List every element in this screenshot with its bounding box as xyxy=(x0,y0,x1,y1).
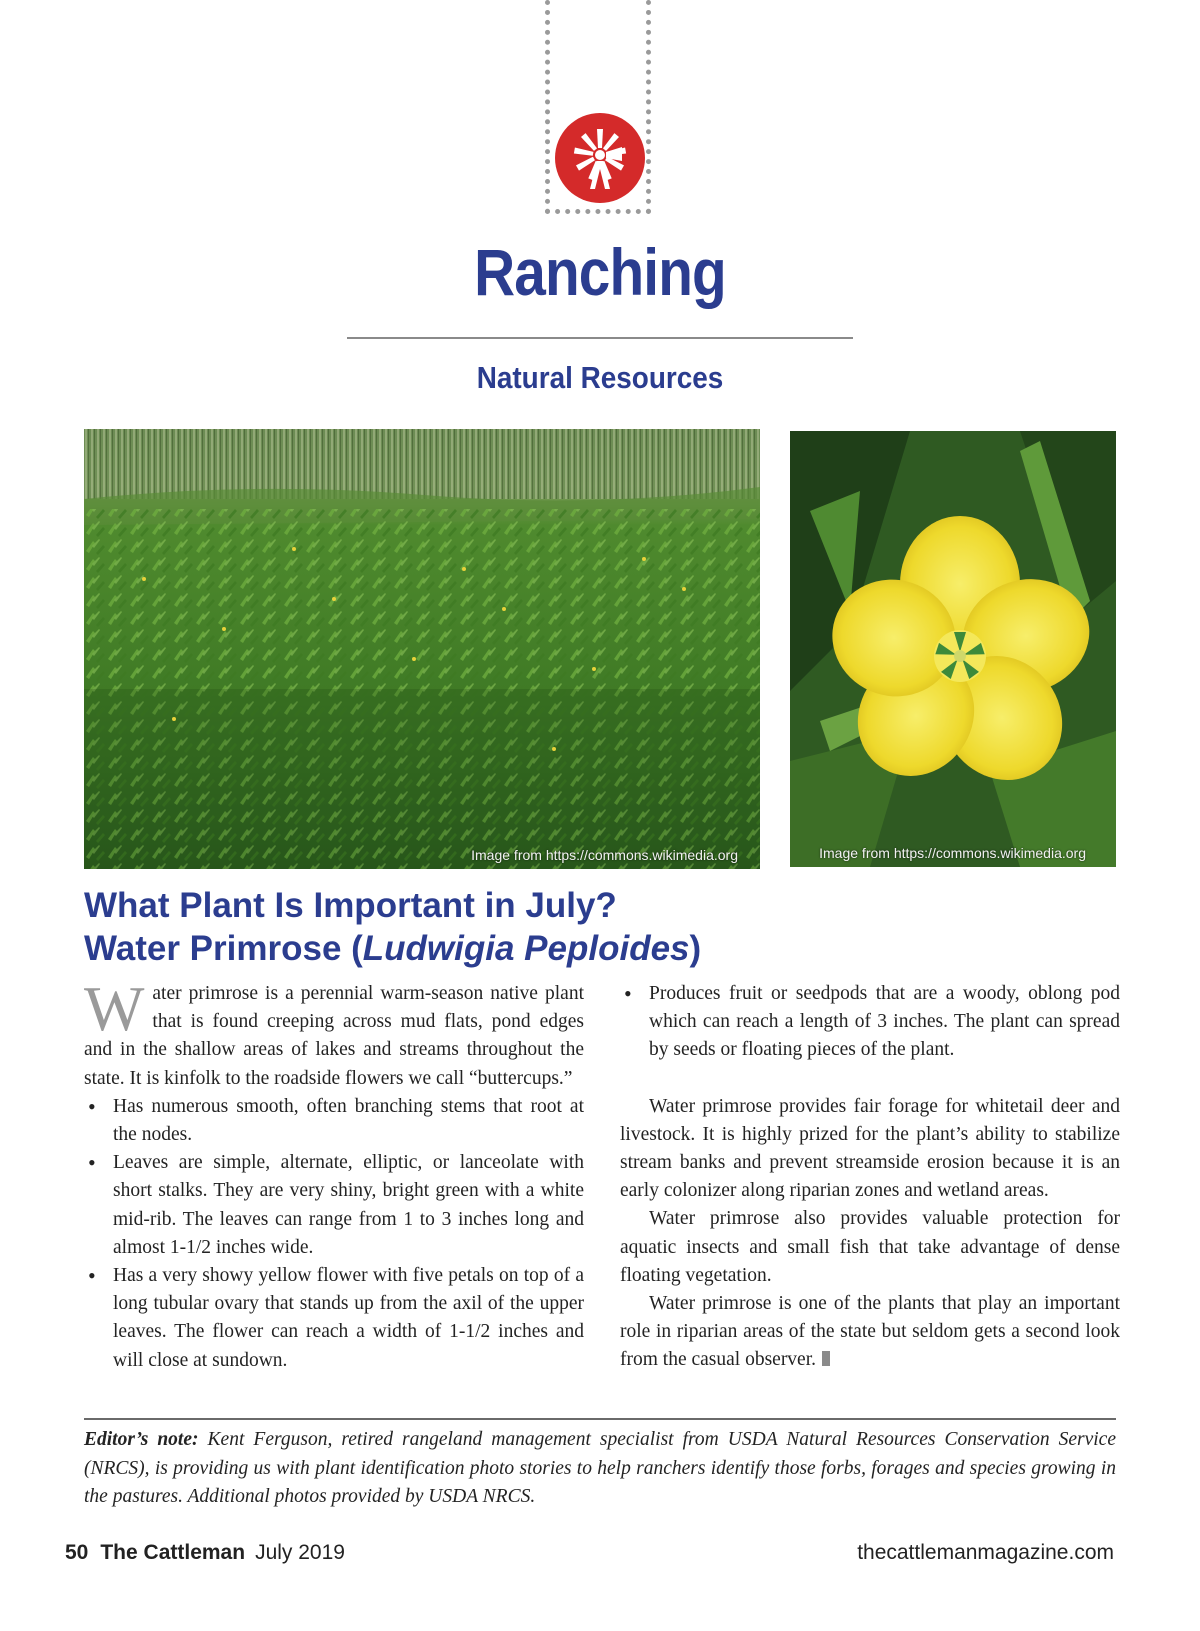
list-item: • Has numerous smooth, often branching stems that root at the nodes. xyxy=(84,1093,584,1149)
article-column-left xyxy=(84,973,584,1375)
drop-cap: W xyxy=(84,973,145,1044)
flower-photo xyxy=(790,431,1116,867)
editor-note xyxy=(84,1426,1116,1512)
feature-list-continued xyxy=(620,980,1120,1065)
paragraph-gap xyxy=(620,1065,1120,1093)
field-photo xyxy=(84,429,760,869)
feature-list xyxy=(84,1093,584,1375)
headline-line-2-prefix: Water Primrose ( xyxy=(84,929,363,968)
intro-text: ater primrose is a perennial warm-season native plant that is found creeping across mud flats, pond edges and in the shallow areas of lakes and streams throughout the state. It is kinfolk to the roadside flowers we call “buttercups.” xyxy=(84,983,584,1089)
editor-note-text: Kent Ferguson, retired rangeland management specialist from USDA Natural Resources Conservation Service (NRCS), is providing us with plant identification photo stories to help ranchers identify those forbs, forages and species growing in the pastures. Additional photos provided by USDA NRCS. xyxy=(84,1429,1116,1507)
body-paragraph: Water primrose also provides valuable protection for aquatic insects and small fish that take advantage of dense floating vegetation. xyxy=(620,1208,1120,1286)
footer-left xyxy=(65,1541,345,1565)
windmill-icon xyxy=(555,113,645,203)
note-divider xyxy=(84,1418,1116,1420)
photo-credit: Image from https://commons.wikimedia.org xyxy=(471,847,738,863)
editor-note-label: Editor’s note: xyxy=(84,1429,199,1450)
end-mark xyxy=(822,1351,830,1366)
closing-text: Water primrose is one of the plants that play an important role in riparian areas of the state but seldom gets a second look from the casual observer. xyxy=(620,1293,1120,1371)
headline-line-1: What Plant Is Important in July? xyxy=(84,886,617,925)
list-item: • Produces fruit or seedpods that are a woody, oblong pod which can reach a length of 3 inches. The plant can spread by seeds or floating pieces of the plant. xyxy=(620,980,1120,1065)
list-item: • Leaves are simple, alternate, elliptic, or lanceolate with short stalks. They are very shiny, bright green with a white mid-rib. The leaves can range from 1 to 3 inches long and almost 1-1/2 inches wide. xyxy=(84,1149,584,1262)
section-subtitle: Natural Resources xyxy=(476,360,724,395)
intro-paragraph xyxy=(84,973,584,1093)
website-link[interactable]: thecattlemanmagazine.com xyxy=(857,1541,1114,1564)
headline-line-2 xyxy=(84,927,1084,970)
body-paragraph xyxy=(620,1290,1120,1375)
headline-line-2-suffix: ) xyxy=(689,929,702,968)
list-item: • Has a very showy yellow flower with five petals on top of a long tubular ovary that stands up from the axil of the upper leaves. The flower can reach a width of 1-1/2 inches and will close at sundown. xyxy=(84,1262,584,1375)
section-title: Ranching xyxy=(474,235,726,309)
issue-date: July 2019 xyxy=(255,1541,345,1564)
photo-credit: Image from https://commons.wikimedia.org xyxy=(819,845,1086,861)
article-column-right xyxy=(620,980,1120,1375)
magazine-name: The Cattleman xyxy=(100,1541,246,1564)
section-divider xyxy=(347,337,853,339)
page-number: 50 xyxy=(65,1541,89,1564)
headline-scientific-name: Ludwigia Peploides xyxy=(362,929,690,968)
body-paragraph: Water primrose provides fair forage for whitetail deer and livestock. It is highly prized for the plant’s ability to stabilize stream banks and prevent streamside erosion because it is an early colonizer along riparian zones and wetland areas. xyxy=(620,1095,1120,1202)
article-headline xyxy=(84,884,1084,970)
